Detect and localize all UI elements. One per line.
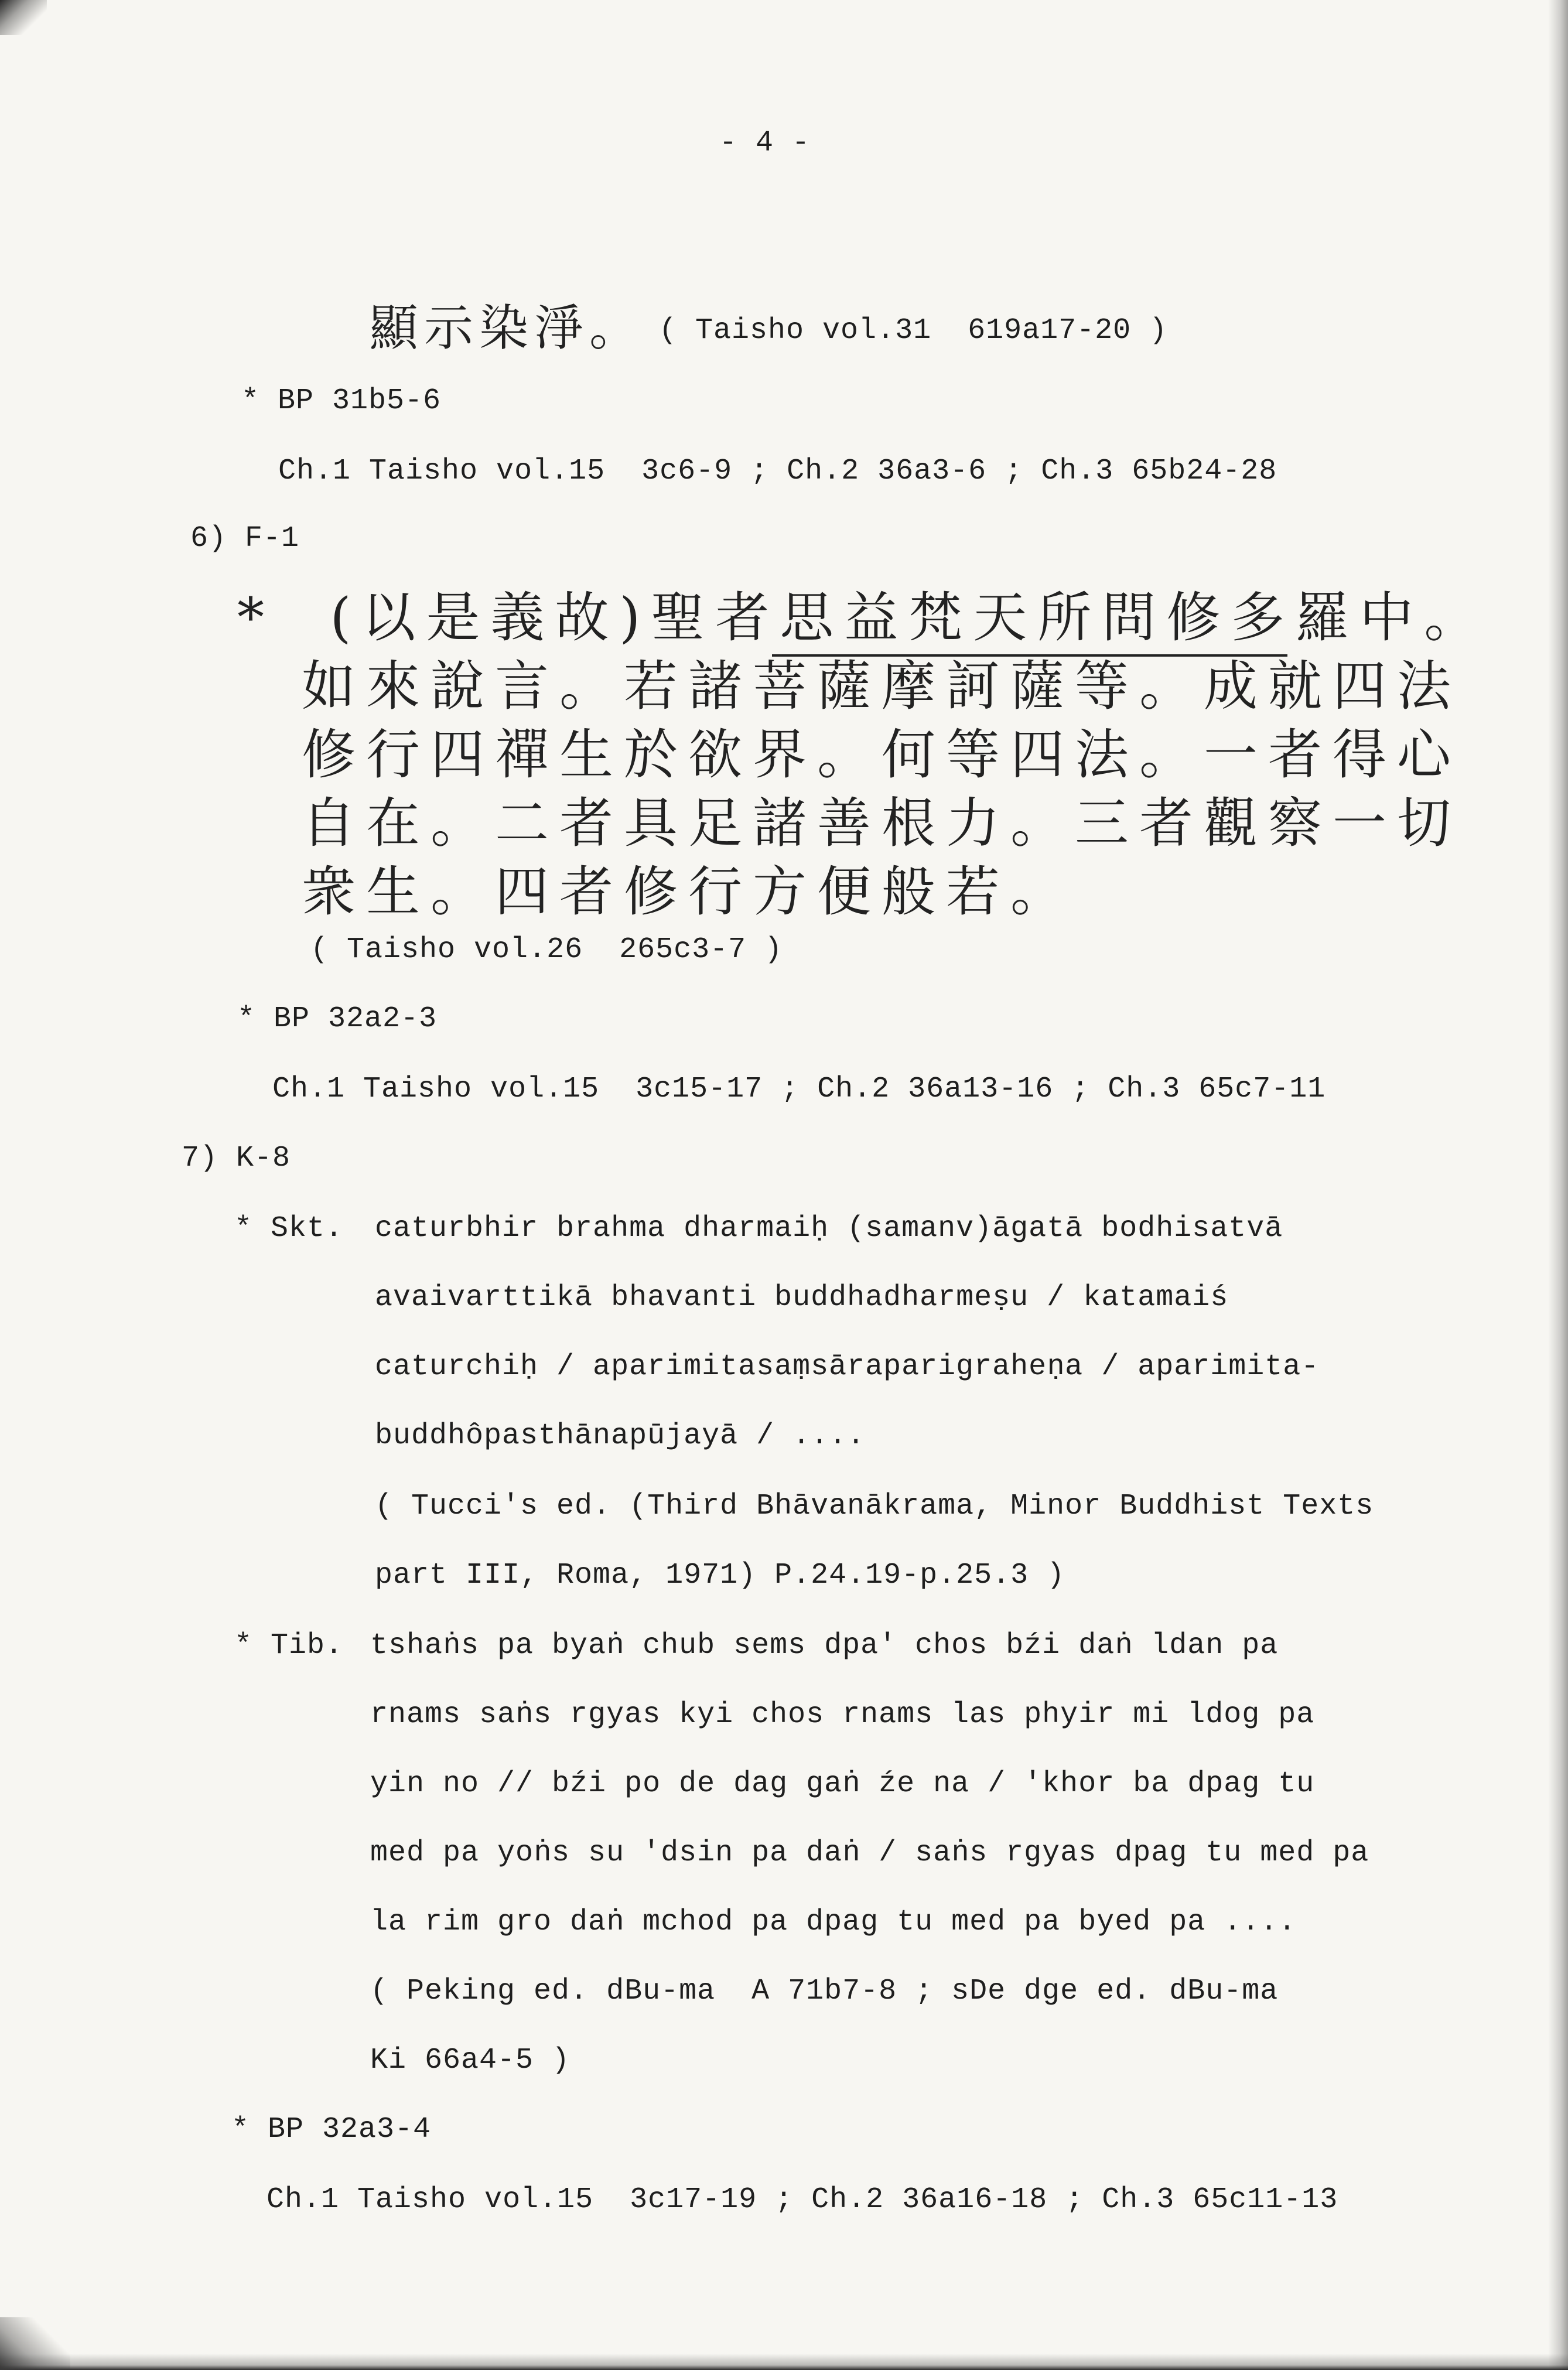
bp-ref-1: * BP 31b5-6 <box>241 384 442 418</box>
tib-line-5: la rim gro daṅ mchod pa dpag tu med pa byed pa .... <box>370 1905 1297 1939</box>
scan-edge-bottom <box>0 2354 1568 2370</box>
bp-ref-2: * BP 32a2-3 <box>237 1002 438 1036</box>
chinese-line-1-suffix: 中。 <box>1359 586 1489 649</box>
tib-label: * Tib. <box>234 1629 344 1662</box>
skt-label: * Skt. <box>234 1212 344 1245</box>
skt-line-4: buddhôpasthānapūjayā / .... <box>375 1419 866 1453</box>
tib-line-2: rnams saṅs rgyas kyi chos rnams las phyir mi ldog pa <box>370 1698 1315 1732</box>
tib-line-4: med pa yoṅs su 'dsin pa daṅ / saṅs rgyas dpag tu med pa <box>370 1836 1369 1870</box>
scan-shadow-top-left <box>0 0 47 35</box>
ref-citation-1: ( Taisho vol.31 619a17-20 ) <box>659 314 1168 347</box>
tib-line-3: yin no // bźi po de dag gaṅ źe na / 'khor ba dpag tu <box>370 1767 1315 1801</box>
chinese-line-1-underlined: 思益梵天所問修多羅 <box>780 586 1360 649</box>
scan-shadow-bottom-left <box>0 2317 70 2370</box>
chinese-passage-line-2: 如來說言。若諸菩薩摩訶薩等。成就四法 <box>302 655 1462 718</box>
section-7-heading: 7) K-8 <box>182 1142 291 1175</box>
tib-citation-line-2: Ki 66a4-5 ) <box>370 2044 571 2077</box>
ref-chinese-heading: 顯示染淨。 <box>369 299 645 357</box>
bp-ref-3: * BP 32a3-4 <box>231 2113 432 2146</box>
chinese-passage-line-4: 自在。二者具足諸善根力。三者觀察一切 <box>302 792 1462 855</box>
chinese-passage-line-1 <box>237 586 1488 650</box>
chinese-parallels-1: Ch.1 Taisho vol.15 3c6-9 ; Ch.2 36a3-6 ; Ch.3 65b24-28 <box>278 455 1277 488</box>
chinese-parallels-2: Ch.1 Taisho vol.15 3c15-17 ; Ch.2 36a13-16 ; Ch.3 65c7-11 <box>272 1073 1326 1106</box>
skt-line-1: caturbhir brahma dharmaiḥ (samanv)āgatā bodhisatvā <box>375 1212 1283 1245</box>
skt-line-3: caturchiḥ / aparimitasaṃsāraparigraheṇa / aparimita- <box>375 1350 1320 1384</box>
tib-line-1: tshaṅs pa byaṅ chub sems dpa' chos bźi daṅ ldan pa <box>370 1629 1279 1662</box>
chinese-line-1-prefix: * (以是義故)聖者 <box>237 586 780 649</box>
tib-citation-line-1: ( Peking ed. dBu-ma A 71b7-8 ; sDe dge ed. dBu-ma <box>370 1975 1279 2008</box>
page-number: - 4 - <box>719 127 811 160</box>
skt-citation-line-2: part III, Roma, 1971) P.24.19-p.25.3 ) <box>375 1559 1065 1592</box>
scan-edge-right <box>1548 0 1568 2370</box>
chinese-passage-line-5: 衆生。四者修行方便般若。 <box>302 860 1075 923</box>
chinese-parallels-3: Ch.1 Taisho vol.15 3c17-19 ; Ch.2 36a16-18 ; Ch.3 65c11-13 <box>267 2183 1338 2217</box>
citation-6: ( Taisho vol.26 265c3-7 ) <box>310 933 783 967</box>
skt-line-2: avaivarttikā bhavanti buddhadharmeṣu / katamaiś <box>375 1281 1229 1314</box>
section-6-heading: 6) F-1 <box>190 522 300 555</box>
chinese-passage-line-3: 修行四禪生於欲界。何等四法。一者得心 <box>302 723 1462 786</box>
skt-citation-line-1: ( Tucci's ed. (Third Bhāvanākrama, Minor Buddhist Texts <box>375 1490 1374 1523</box>
